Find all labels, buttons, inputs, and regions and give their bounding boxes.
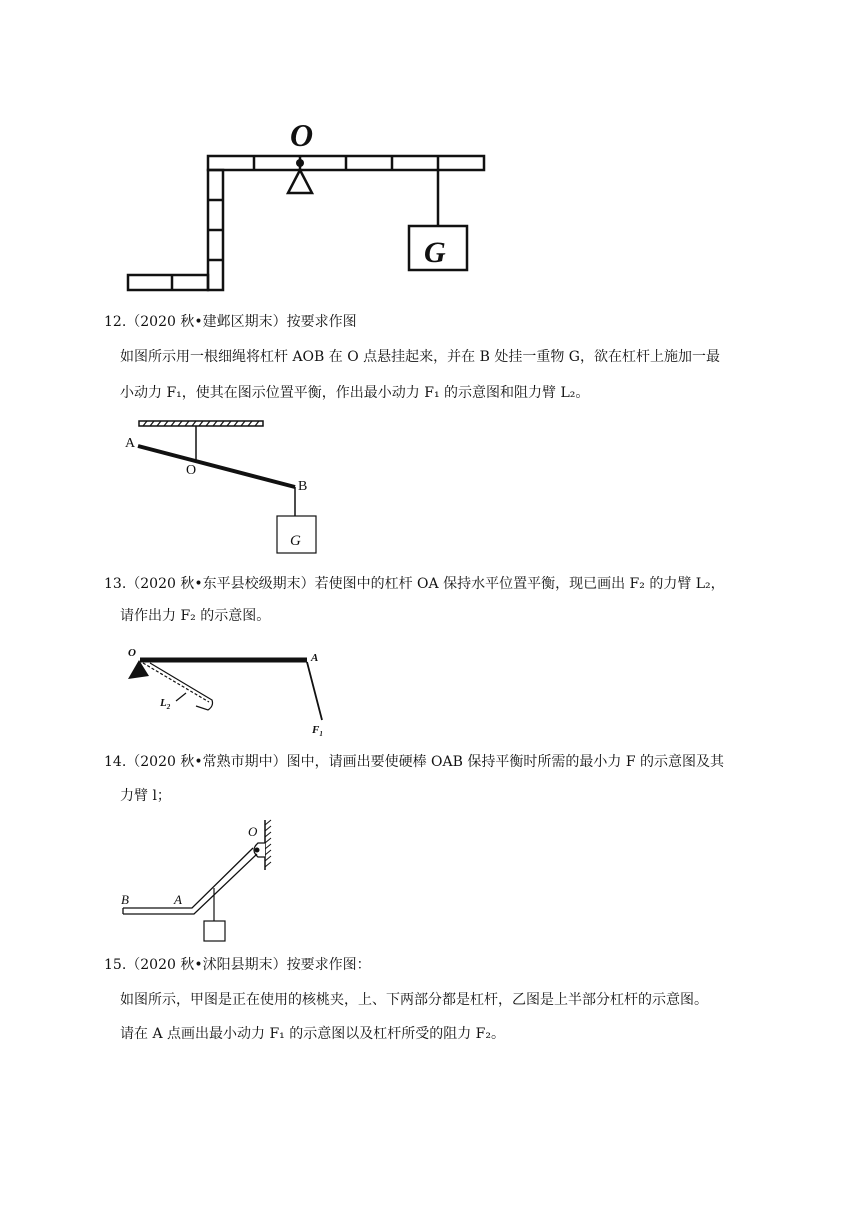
q13-title: 13.（2020 秋•东平县校级期末）若使图中的杠杆 OA 保持水平位置平衡，现已画出 F₂ 的力臂 L₂， [104,576,725,592]
fig13-label-f1: $F_1$ [312,724,323,738]
fig12-label-b: B [298,479,308,494]
fig11-weight-label: G [424,236,446,269]
q12-title: 12.（2020 秋•建邺区期末）按要求作图 [104,314,357,330]
q15-title: 15.（2020 秋•沭阳县期末）按要求作图： [104,957,371,973]
fig12-label-a: A [125,436,136,451]
q13-text-1: 请作出力 F₂ 的示意图。 [120,608,271,624]
q15-text-2: 请在 A 点画出最小动力 F₁ 的示意图以及杠杆所受的阻力 F₂。 [120,1026,506,1042]
fig13-label-o: O [128,647,136,659]
q12-text-1: 如图所示用一根细绳将杠杆 AOB 在 O 点悬挂起来，并在 B 处挂一重物 G，欲在杠杆上施加一最 [120,349,720,365]
fig14-label-a: A [174,892,182,907]
q15-text-1: 如图所示，甲图是正在使用的核桃夹，上、下两部分都是杠杆，乙图是上半部分杠杆的示意图。 [120,992,708,1008]
q14-title: 14.（2020 秋•常熟市期中）图中，请画出要使硬棒 OAB 保持平衡时所需的最小力 F 的示意图及其 [104,754,724,770]
fig13-label-l2: $L_2$ [160,697,171,711]
fig13-label-a: A [311,652,319,664]
fig12-label-g: G [290,533,301,549]
fig14-label-o: O [248,824,258,839]
figure-lever-oa [0,640,860,740]
q12-text-2: 小动力 F₁，使其在图示位置平衡，作出最小动力 F₁ 的示意图和阻力臂 L₂。 [120,385,590,401]
figure-lever-o-g [0,0,860,300]
fig14-label-b: B [121,892,129,907]
figure-bent-rod-oab [0,815,860,945]
fig11-pivot-label: O [290,117,314,153]
fig12-label-o: O [186,463,197,478]
q14-text-1: 力臂 l； [120,788,171,804]
figure-lever-aob [0,410,860,570]
